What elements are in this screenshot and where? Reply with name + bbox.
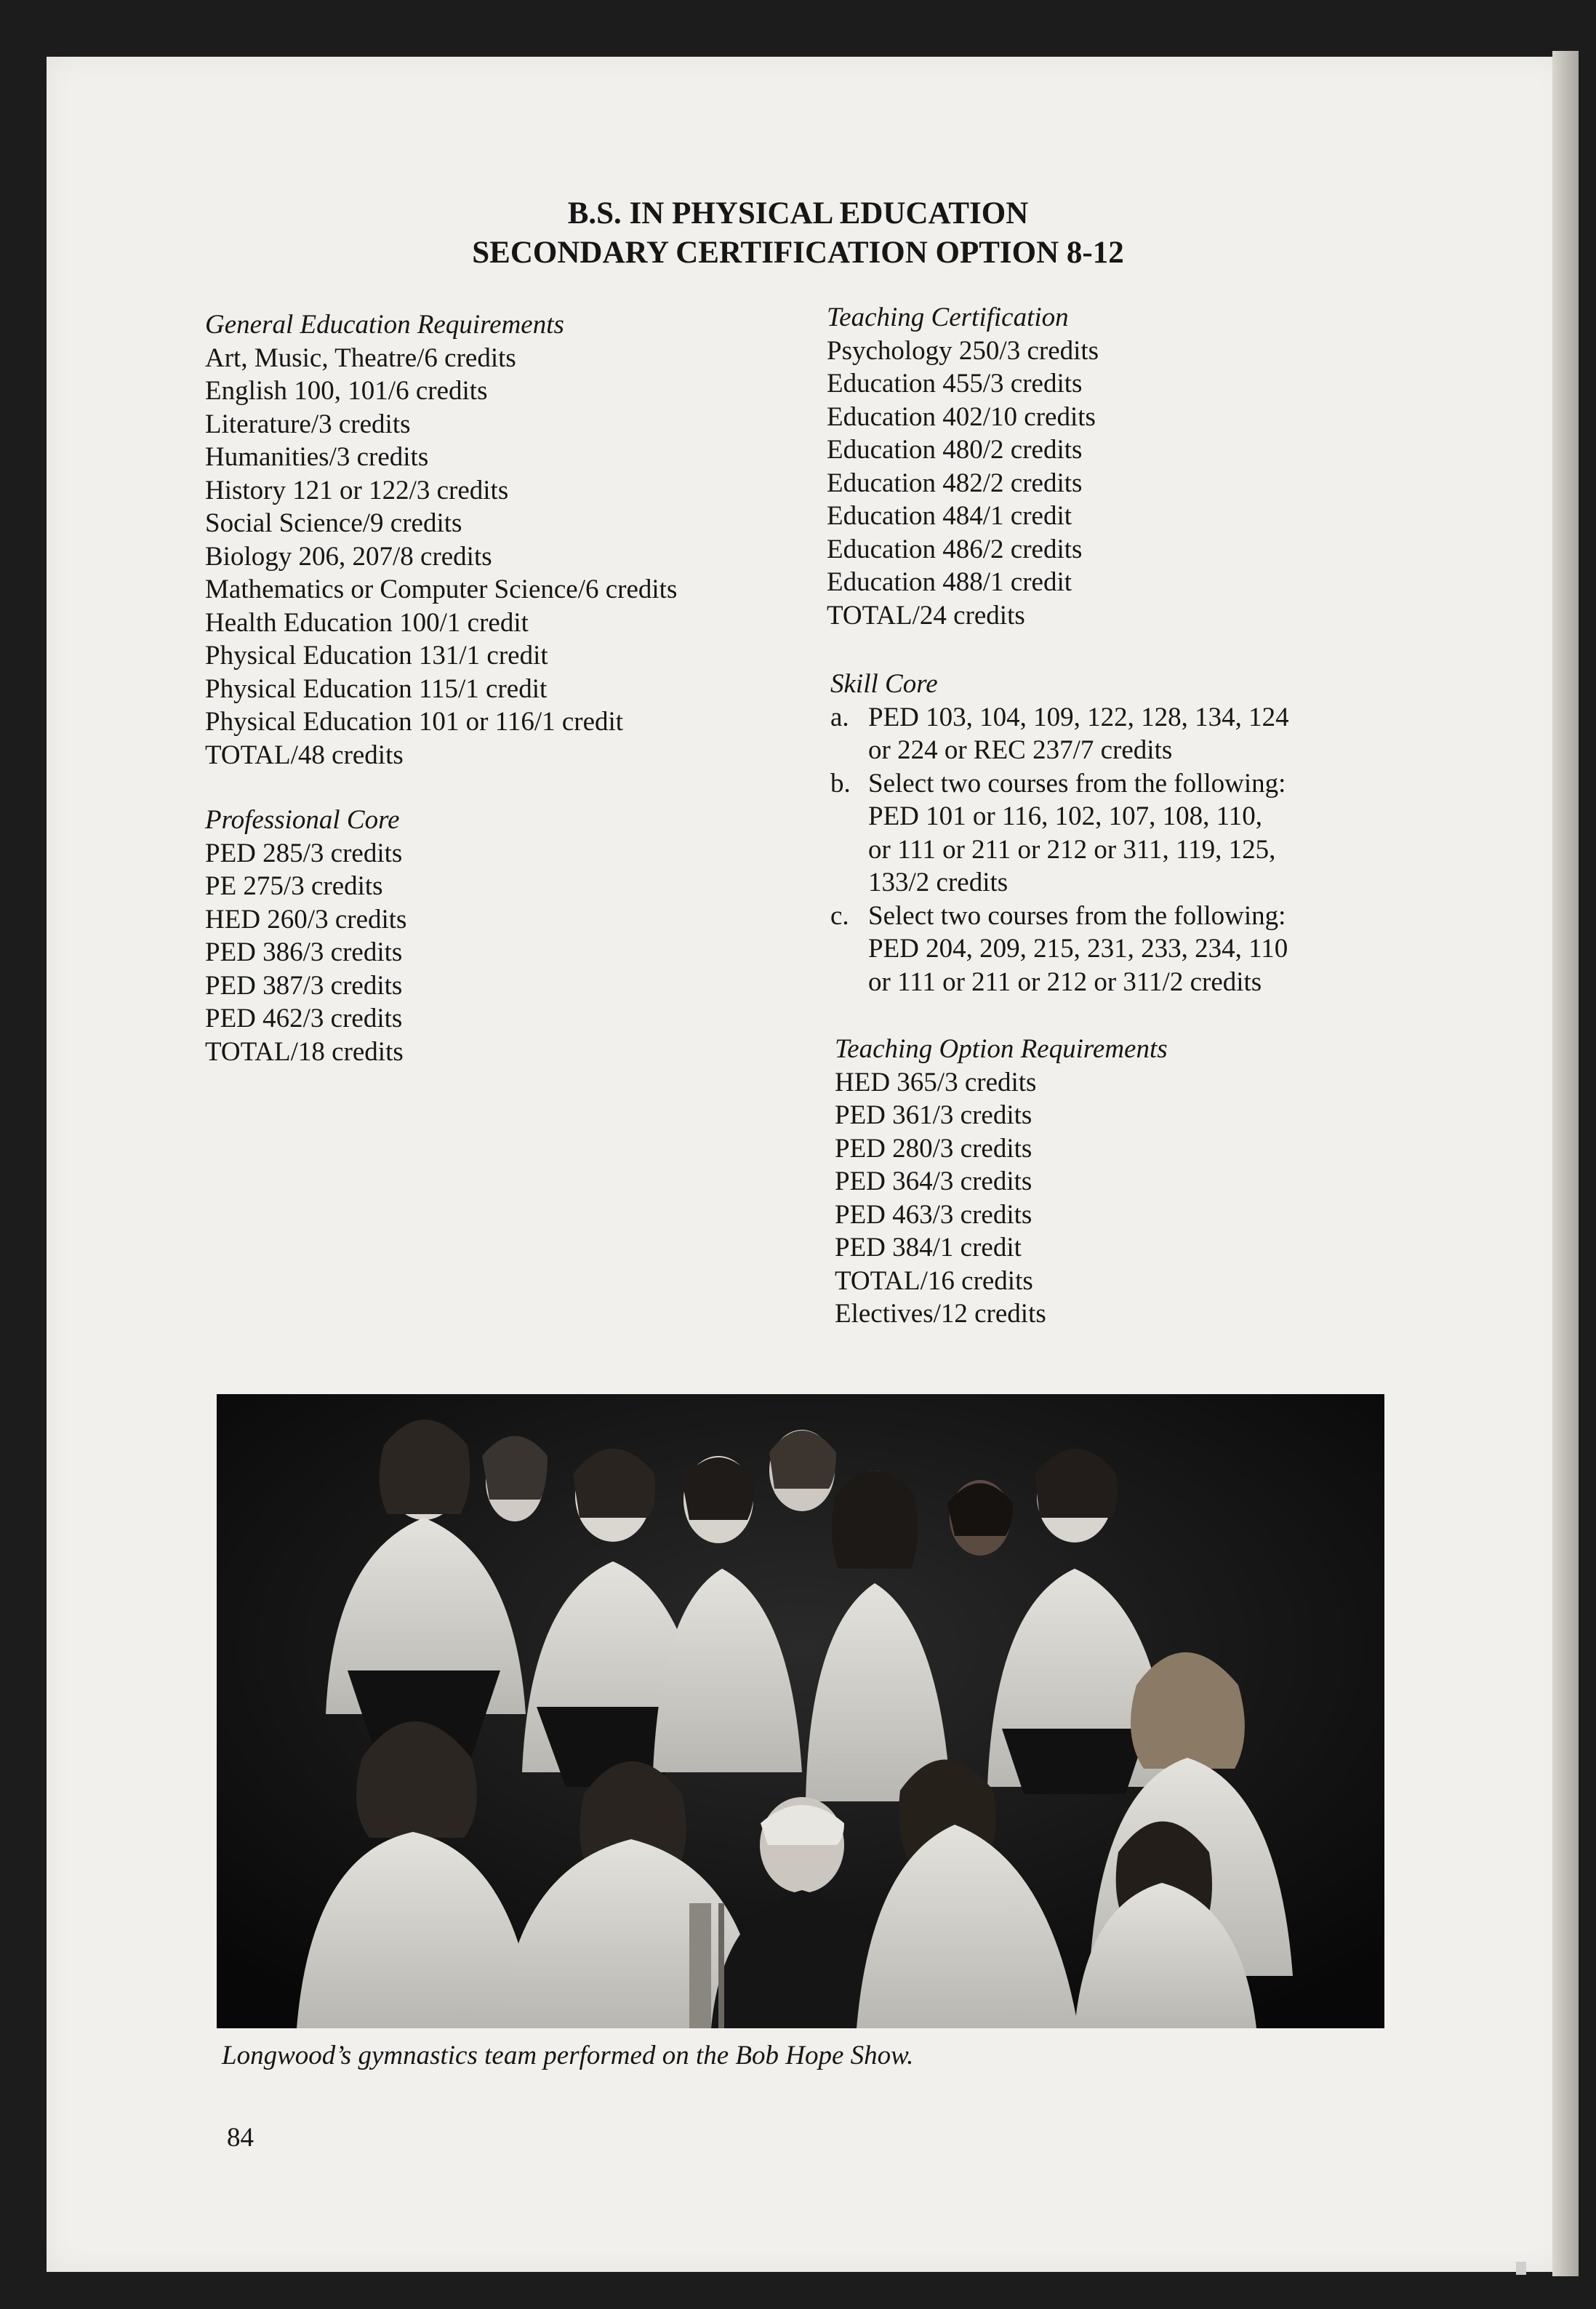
list-marker: c. — [830, 900, 849, 931]
teaching-option-list — [835, 1066, 1168, 1331]
teaching-certification-item: Education 480/2 credits — [827, 435, 1083, 465]
teaching-certification-item: Education 488/1 credit — [827, 567, 1072, 597]
skill-core-item-line: or 111 or 211 or 212 or 311/2 credits — [868, 967, 1262, 997]
teaching-certification-item: Psychology 250/3 credits — [827, 335, 1099, 366]
skill-core-item-line: PED 103, 104, 109, 122, 128, 134, 124 — [868, 702, 1289, 732]
teaching-certification-list — [827, 335, 1099, 633]
general-education-list — [205, 342, 677, 772]
skill-core-item — [830, 900, 1289, 999]
teaching-certification-item: Education 482/2 credits — [827, 468, 1083, 498]
list-marker: b. — [830, 768, 851, 799]
teaching-option-item: PED 463/3 credits — [835, 1199, 1032, 1230]
general-education-item: Humanities/3 credits — [205, 442, 429, 472]
list-marker: a. — [830, 702, 849, 732]
page-subtitle: SECONDARY CERTIFICATION OPTION 8-12 — [472, 236, 1124, 270]
general-education-item: Physical Education 131/1 credit — [205, 641, 548, 671]
general-education-heading: General Education Requirements — [205, 310, 564, 340]
right-column — [827, 301, 1099, 632]
teaching-option-item: Electives/12 credits — [835, 1299, 1046, 1329]
left-column — [205, 308, 677, 1068]
skill-core-item-line: Select two courses from the following: — [868, 900, 1286, 931]
team-photograph — [217, 1394, 1384, 2028]
general-education-item: Literature/3 credits — [205, 409, 411, 439]
teaching-option-item: PED 280/3 credits — [835, 1133, 1032, 1164]
page-edge — [1552, 51, 1579, 2276]
teaching-certification-item: Education 484/1 credit — [827, 501, 1072, 531]
general-education-item: Social Science/9 credits — [205, 508, 462, 538]
teaching-certification-item: Education 402/10 credits — [827, 401, 1096, 432]
teaching-certification-heading: Teaching Certification — [827, 303, 1069, 332]
professional-core-item: HED 260/3 credits — [205, 904, 407, 935]
skill-core-section — [830, 668, 1289, 999]
teaching-option-item: TOTAL/16 credits — [835, 1265, 1033, 1296]
scan-mark — [1516, 2262, 1526, 2275]
general-education-item: Mathematics or Computer Science/6 credits — [205, 575, 678, 604]
skill-core-item-line: PED 204, 209, 215, 231, 233, 234, 110 — [868, 934, 1288, 964]
skill-core-item-line: Select two courses from the following: — [868, 768, 1286, 799]
teaching-certification-item: Education 486/2 credits — [827, 534, 1083, 564]
teaching-option-item: PED 384/1 credit — [835, 1233, 1022, 1262]
skill-core-item-line: 133/2 credits — [868, 868, 1008, 897]
teaching-certification-item: TOTAL/24 credits — [827, 600, 1025, 631]
teaching-option-section — [835, 1033, 1168, 1331]
professional-core-item: PE 275/3 credits — [205, 871, 383, 901]
skill-core-item-line: PED 101 or 116, 102, 107, 108, 110, — [868, 801, 1262, 831]
general-education-item: Physical Education 101 or 116/1 credit — [205, 707, 624, 737]
skill-core-item — [830, 701, 1289, 767]
page-title: B.S. IN PHYSICAL EDUCATION — [567, 196, 1029, 231]
skill-core-item — [830, 767, 1289, 900]
page-number: 84 — [227, 2123, 254, 2153]
skill-core-item-line: or 224 or REC 237/7 credits — [868, 735, 1173, 765]
professional-core-heading: Professional Core — [205, 805, 400, 835]
professional-core-item: PED 462/3 credits — [205, 1004, 403, 1033]
general-education-item: Health Education 100/1 credit — [205, 607, 529, 638]
teaching-option-item: HED 365/3 credits — [835, 1067, 1037, 1097]
general-education-item: History 121 or 122/3 credits — [205, 475, 509, 505]
teaching-certification-item: Education 455/3 credits — [827, 369, 1083, 399]
general-education-item: Art, Music, Theatre/6 credits — [205, 343, 516, 373]
professional-core-list — [205, 837, 677, 1069]
general-education-item: Biology 206, 207/8 credits — [205, 541, 492, 572]
teaching-option-item: PED 361/3 credits — [835, 1100, 1032, 1130]
professional-core-item: PED 386/3 credits — [205, 937, 403, 967]
professional-core-item: PED 285/3 credits — [205, 838, 403, 868]
teaching-option-item: PED 364/3 credits — [835, 1166, 1032, 1196]
photo-caption: Longwood’s gymnastics team performed on the Bob Hope Show. — [222, 2041, 914, 2070]
teaching-option-heading: Teaching Option Requirements — [835, 1034, 1168, 1064]
skill-core-heading: Skill Core — [830, 669, 938, 699]
general-education-item: TOTAL/48 credits — [205, 740, 404, 770]
general-education-item: Physical Education 115/1 credit — [205, 673, 548, 704]
skill-core-list — [830, 701, 1289, 999]
professional-core-item: TOTAL/18 credits — [205, 1036, 404, 1067]
general-education-item: English 100, 101/6 credits — [205, 376, 488, 406]
professional-core-item: PED 387/3 credits — [205, 970, 403, 1001]
skill-core-item-line: or 111 or 211 or 212 or 311, 119, 125, — [868, 834, 1276, 865]
